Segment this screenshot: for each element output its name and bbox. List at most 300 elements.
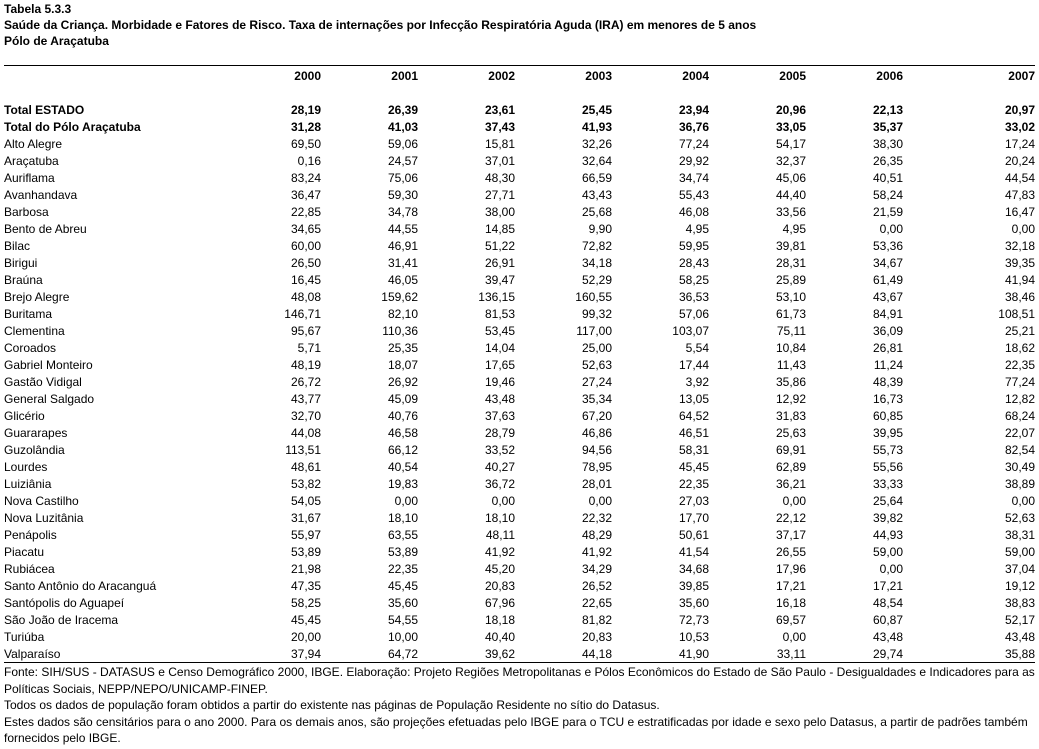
data-table <box>4 68 1035 663</box>
rate-cell: 48,11 <box>485 528 515 542</box>
rate-cell: 81,53 <box>484 307 515 321</box>
rate-cell: 9,90 <box>588 222 612 236</box>
table-row <box>4 238 1035 255</box>
rate-cell: 18,62 <box>1004 341 1035 355</box>
rate-cell: 72,82 <box>581 239 612 253</box>
rate-cell: 41,92 <box>484 545 515 559</box>
rate-cell: 44,93 <box>872 528 903 542</box>
rate-cell: 20,96 <box>775 103 806 117</box>
rate-cell: 48,30 <box>484 171 515 185</box>
rate-cell: 59,00 <box>1004 545 1035 559</box>
rate-cell: 37,17 <box>775 528 806 542</box>
rate-cell: 26,39 <box>387 103 418 117</box>
rate-cell: 37,94 <box>290 647 321 661</box>
row-label: Valparaíso <box>4 647 61 661</box>
population-note: Todos os dados de população foram obtidos a partir do existente nas páginas de População Residente no sítio do Datasus. <box>4 698 660 712</box>
rate-cell: 36,72 <box>484 477 515 491</box>
rate-cell: 33,33 <box>872 477 903 491</box>
rate-cell: 37,63 <box>484 409 515 423</box>
row-label: São João de Iracema <box>4 613 119 627</box>
rate-cell: 39,85 <box>678 579 709 593</box>
rate-cell: 19,12 <box>1004 579 1035 593</box>
table-body <box>4 85 1035 663</box>
rate-cell: 16,45 <box>290 273 321 287</box>
rate-cell: 77,24 <box>1004 375 1035 389</box>
rate-cell: 35,34 <box>581 392 612 406</box>
rate-cell: 0,00 <box>782 630 806 644</box>
rate-cell: 160,55 <box>575 290 612 304</box>
row-label: Barbosa <box>4 205 49 219</box>
rate-cell: 75,06 <box>387 171 418 185</box>
rate-cell: 48,29 <box>581 528 612 542</box>
rate-cell: 48,61 <box>290 460 321 474</box>
rate-cell: 53,10 <box>775 290 806 304</box>
row-label: Total ESTADO <box>4 103 85 117</box>
rate-cell: 52,63 <box>1004 511 1035 525</box>
name-column-header <box>4 68 254 85</box>
rate-cell: 10,84 <box>775 341 806 355</box>
rate-cell: 22,65 <box>581 596 612 610</box>
table-row <box>4 374 1035 391</box>
rate-cell: 20,24 <box>1004 154 1035 168</box>
rate-cell: 27,03 <box>678 494 709 508</box>
rate-cell: 26,52 <box>581 579 612 593</box>
rate-cell: 0,00 <box>1011 222 1035 236</box>
row-label: Rubiácea <box>4 562 55 576</box>
rate-cell: 64,52 <box>678 409 709 423</box>
rate-cell: 44,08 <box>290 426 321 440</box>
rate-cell: 20,97 <box>1004 103 1035 117</box>
rate-cell: 0,00 <box>782 494 806 508</box>
rate-cell: 29,74 <box>872 647 903 661</box>
rate-cell: 41,93 <box>581 120 612 134</box>
rate-cell: 40,27 <box>484 460 515 474</box>
table-row <box>4 323 1035 340</box>
rate-cell: 66,59 <box>581 171 612 185</box>
rate-cell: 33,52 <box>484 443 515 457</box>
row-label: Turiúba <box>4 630 45 644</box>
row-label: Santo Antônio do Aracanguá <box>4 579 157 593</box>
table-row <box>4 408 1035 425</box>
table-row <box>4 476 1035 493</box>
bottom-rule <box>4 662 1035 663</box>
rate-cell: 19,83 <box>387 477 418 491</box>
rate-cell: 58,24 <box>872 188 903 202</box>
rate-cell: 43,48 <box>484 392 515 406</box>
rate-cell: 48,39 <box>872 375 903 389</box>
rate-cell: 27,24 <box>581 375 612 389</box>
rate-cell: 12,92 <box>775 392 806 406</box>
rate-cell: 45,20 <box>484 562 515 576</box>
rate-cell: 34,18 <box>581 256 612 270</box>
rate-cell: 17,21 <box>775 579 806 593</box>
rate-cell: 26,72 <box>290 375 321 389</box>
table-row <box>4 340 1035 357</box>
rate-cell: 21,98 <box>290 562 321 576</box>
total-row <box>4 102 1035 119</box>
projection-note: Estes dados são censitários para o ano 2000. Para os demais anos, são projeções efetuadas pelo IBGE para o TCU e estratificadas por idade e sexo pelo Datasus, a partir de padrões também fornecidos pelo IBGE. <box>4 714 1028 745</box>
rate-cell: 0,00 <box>394 494 418 508</box>
rate-cell: 60,87 <box>872 613 903 627</box>
table-row <box>4 187 1035 204</box>
rate-cell: 34,74 <box>678 171 709 185</box>
rate-cell: 28,31 <box>775 256 806 270</box>
rate-cell: 33,05 <box>775 120 806 134</box>
rate-cell: 108,51 <box>998 307 1035 321</box>
row-label: Gabriel Monteiro <box>4 358 93 372</box>
rate-cell: 61,73 <box>775 307 806 321</box>
header-row <box>4 68 1035 85</box>
rate-cell: 11,43 <box>776 358 806 372</box>
rate-cell: 35,86 <box>775 375 806 389</box>
rate-cell: 25,63 <box>775 426 806 440</box>
table-row <box>4 289 1035 306</box>
spacer-row <box>4 85 1035 102</box>
rate-cell: 36,21 <box>775 477 806 491</box>
rate-cell: 60,85 <box>872 409 903 423</box>
rate-cell: 53,89 <box>387 545 418 559</box>
row-label: Santópolis do Aguapeí <box>4 596 125 610</box>
rate-cell: 22,35 <box>678 477 709 491</box>
rate-cell: 44,54 <box>1004 171 1035 185</box>
rate-cell: 47,35 <box>290 579 321 593</box>
rate-cell: 69,57 <box>775 613 806 627</box>
rate-cell: 46,86 <box>581 426 612 440</box>
rate-cell: 54,05 <box>290 494 321 508</box>
rate-cell: 25,68 <box>581 205 612 219</box>
rate-cell: 0,00 <box>879 222 903 236</box>
rate-cell: 32,37 <box>775 154 806 168</box>
rate-cell: 63,55 <box>387 528 418 542</box>
rate-cell: 55,43 <box>678 188 709 202</box>
rate-cell: 18,10 <box>387 511 418 525</box>
rate-cell: 46,58 <box>387 426 418 440</box>
rate-cell: 14,85 <box>484 222 515 236</box>
rate-cell: 53,36 <box>872 239 903 253</box>
rate-cell: 58,25 <box>678 273 709 287</box>
rate-cell: 41,94 <box>1004 273 1035 287</box>
rate-cell: 38,30 <box>872 137 903 151</box>
rate-cell: 82,54 <box>1004 443 1035 457</box>
rate-cell: 18,18 <box>484 613 515 627</box>
rate-cell: 43,48 <box>1004 630 1035 644</box>
rate-cell: 67,20 <box>581 409 612 423</box>
rate-cell: 43,77 <box>290 392 321 406</box>
rate-cell: 18,10 <box>484 511 515 525</box>
rate-cell: 35,60 <box>678 596 709 610</box>
rate-cell: 52,29 <box>581 273 612 287</box>
rate-cell: 58,31 <box>678 443 709 457</box>
table-row <box>4 255 1035 272</box>
rate-cell: 36,53 <box>678 290 709 304</box>
rate-cell: 53,45 <box>484 324 515 338</box>
rate-cell: 95,67 <box>290 324 321 338</box>
table-row <box>4 561 1035 578</box>
rate-cell: 46,91 <box>387 239 418 253</box>
rate-cell: 36,09 <box>872 324 903 338</box>
rate-cell: 13,05 <box>678 392 709 406</box>
rate-cell: 23,61 <box>484 103 515 117</box>
rate-cell: 136,15 <box>478 290 515 304</box>
row-label: Alto Alegre <box>4 137 63 151</box>
rate-cell: 26,81 <box>872 341 903 355</box>
rate-cell: 54,55 <box>387 613 418 627</box>
rate-cell: 25,64 <box>872 494 903 508</box>
rate-cell: 11,24 <box>873 358 903 372</box>
rate-cell: 61,49 <box>872 273 903 287</box>
rate-cell: 45,06 <box>775 171 806 185</box>
rate-cell: 0,00 <box>879 562 903 576</box>
table-row <box>4 170 1035 187</box>
table-title: Saúde da Criança. Morbidade e Fatores de Risco. Taxa de internações por Infecção Respiratória Aguda (IRA) em menores de 5 anos <box>4 18 757 32</box>
rate-cell: 25,35 <box>387 341 418 355</box>
table-row <box>4 306 1035 323</box>
rate-cell: 22,12 <box>775 511 806 525</box>
rate-cell: 26,55 <box>775 545 806 559</box>
table-row <box>4 527 1035 544</box>
table-row <box>4 425 1035 442</box>
rate-cell: 17,44 <box>678 358 709 372</box>
rate-cell: 33,11 <box>776 647 806 661</box>
rate-cell: 54,17 <box>775 137 806 151</box>
rate-cell: 33,02 <box>1004 120 1035 134</box>
rate-cell: 99,32 <box>581 307 612 321</box>
rate-cell: 41,92 <box>581 545 612 559</box>
row-label: Avanhandava <box>4 188 78 202</box>
rate-cell: 59,95 <box>678 239 709 253</box>
rate-cell: 33,56 <box>775 205 806 219</box>
rate-cell: 28,01 <box>581 477 612 491</box>
rate-cell: 22,13 <box>872 103 903 117</box>
rate-cell: 81,82 <box>581 613 612 627</box>
rate-cell: 21,59 <box>872 205 903 219</box>
rate-cell: 45,09 <box>387 392 418 406</box>
rate-cell: 28,19 <box>290 103 321 117</box>
table-row <box>4 578 1035 595</box>
rate-cell: 20,83 <box>581 630 612 644</box>
rate-cell: 25,21 <box>1004 324 1035 338</box>
rate-cell: 28,79 <box>484 426 515 440</box>
rate-cell: 38,00 <box>484 205 515 219</box>
rate-cell: 39,62 <box>484 647 515 661</box>
rate-cell: 38,89 <box>1004 477 1035 491</box>
rate-cell: 15,81 <box>484 137 515 151</box>
rate-cell: 34,29 <box>581 562 612 576</box>
rate-cell: 43,43 <box>581 188 612 202</box>
rate-cell: 17,65 <box>484 358 515 372</box>
rate-cell: 30,49 <box>1004 460 1035 474</box>
rate-cell: 10,53 <box>678 630 709 644</box>
rate-cell: 59,06 <box>387 137 418 151</box>
rate-cell: 17,21 <box>872 579 903 593</box>
rate-cell: 26,91 <box>484 256 515 270</box>
rate-cell: 94,56 <box>581 443 612 457</box>
rate-cell: 40,54 <box>387 460 418 474</box>
rate-cell: 22,85 <box>290 205 321 219</box>
table-row <box>4 459 1035 476</box>
rate-cell: 43,48 <box>872 630 903 644</box>
rate-cell: 26,92 <box>387 375 418 389</box>
rate-cell: 38,46 <box>1004 290 1035 304</box>
rate-cell: 17,24 <box>1004 137 1035 151</box>
year-header: 2005 <box>779 69 806 83</box>
rate-cell: 67,96 <box>484 596 515 610</box>
rate-cell: 52,63 <box>581 358 612 372</box>
row-label: Birigui <box>4 256 38 270</box>
table-number: Tabela 5.3.3 <box>4 2 72 16</box>
table-row <box>4 646 1035 663</box>
year-header: 2000 <box>294 69 321 83</box>
rate-cell: 48,19 <box>290 358 321 372</box>
year-header: 2001 <box>391 69 418 83</box>
rate-cell: 26,50 <box>290 256 321 270</box>
row-label: General Salgado <box>4 392 95 406</box>
table-row <box>4 510 1035 527</box>
rate-cell: 82,10 <box>387 307 418 321</box>
year-header: 2002 <box>488 69 515 83</box>
rate-cell: 46,05 <box>387 273 418 287</box>
rate-cell: 117,00 <box>576 324 612 338</box>
rate-cell: 36,76 <box>678 120 709 134</box>
rate-cell: 113,51 <box>285 443 321 457</box>
rate-cell: 48,08 <box>290 290 321 304</box>
row-label: Guzolândia <box>4 443 65 457</box>
rate-cell: 5,54 <box>685 341 709 355</box>
rate-cell: 39,95 <box>872 426 903 440</box>
rate-cell: 22,07 <box>1004 426 1035 440</box>
row-label: Lourdes <box>4 460 48 474</box>
rate-cell: 46,08 <box>678 205 709 219</box>
rate-cell: 40,51 <box>872 171 903 185</box>
row-label: Clementina <box>4 324 65 338</box>
rate-cell: 62,89 <box>775 460 806 474</box>
rate-cell: 53,89 <box>290 545 321 559</box>
rate-cell: 110,36 <box>382 324 418 338</box>
table-row <box>4 136 1035 153</box>
rate-cell: 53,82 <box>290 477 321 491</box>
rate-cell: 39,47 <box>484 273 515 287</box>
row-label: Guararapes <box>4 426 68 440</box>
rate-cell: 52,17 <box>1004 613 1035 627</box>
row-label: Nova Luzitânia <box>4 511 84 525</box>
rate-cell: 24,57 <box>387 154 418 168</box>
rate-cell: 31,83 <box>775 409 806 423</box>
rate-cell: 36,47 <box>290 188 321 202</box>
rate-cell: 31,41 <box>387 256 418 270</box>
rate-cell: 69,50 <box>290 137 321 151</box>
rate-cell: 4,95 <box>685 222 709 236</box>
row-label: Total do Pólo Araçatuba <box>4 120 141 134</box>
table-row <box>4 272 1035 289</box>
rate-cell: 32,64 <box>581 154 612 168</box>
rate-cell: 20,00 <box>290 630 321 644</box>
rate-cell: 18,07 <box>387 358 418 372</box>
table-row <box>4 493 1035 510</box>
rate-cell: 39,35 <box>1004 256 1035 270</box>
rate-cell: 34,65 <box>290 222 321 236</box>
rate-cell: 48,54 <box>872 596 903 610</box>
rate-cell: 39,82 <box>872 511 903 525</box>
source-note: Fonte: SIH/SUS - DATASUS e Censo Demográfico 2000, IBGE. Elaboração: Projeto Regiões Metropolitanas e Pólos Econômicos do Estado de São Paulo - Desigualdades e Indicadores para as Políticas Sociais, NEPP/NEPO/UNICAMP-FINEP. <box>4 665 1035 696</box>
rate-cell: 40,76 <box>387 409 418 423</box>
rate-cell: 31,67 <box>290 511 321 525</box>
rate-cell: 51,22 <box>484 239 515 253</box>
rate-cell: 45,45 <box>387 579 418 593</box>
rate-cell: 68,24 <box>1004 409 1035 423</box>
rate-cell: 45,45 <box>290 613 321 627</box>
rate-cell: 41,54 <box>678 545 709 559</box>
rate-cell: 34,78 <box>387 205 418 219</box>
year-header: 2004 <box>682 69 709 83</box>
rate-cell: 16,18 <box>775 596 806 610</box>
table-row <box>4 221 1035 238</box>
rate-cell: 37,43 <box>484 120 515 134</box>
rate-cell: 3,92 <box>685 375 709 389</box>
row-label: Auriflama <box>4 171 55 185</box>
rate-cell: 84,91 <box>872 307 903 321</box>
rate-cell: 146,71 <box>284 307 321 321</box>
year-header: 2007 <box>1008 69 1035 83</box>
rate-cell: 34,68 <box>678 562 709 576</box>
row-label: Coroados <box>4 341 57 355</box>
rate-cell: 14,04 <box>484 341 515 355</box>
rate-cell: 29,92 <box>678 154 709 168</box>
rate-cell: 31,28 <box>290 120 321 134</box>
rate-cell: 55,73 <box>872 443 903 457</box>
row-label: Buritama <box>4 307 53 321</box>
top-rule <box>4 65 1035 66</box>
rate-cell: 32,26 <box>581 137 612 151</box>
rate-cell: 40,40 <box>484 630 515 644</box>
table-row <box>4 357 1035 374</box>
rate-cell: 35,60 <box>387 596 418 610</box>
table-subtitle: Pólo de Araçatuba <box>4 34 109 48</box>
rate-cell: 41,03 <box>387 120 418 134</box>
rate-cell: 26,35 <box>872 154 903 168</box>
year-header: 2006 <box>876 69 903 83</box>
rate-cell: 77,24 <box>678 137 709 151</box>
total-row <box>4 119 1035 136</box>
rate-cell: 78,95 <box>581 460 612 474</box>
row-label: Luiziânia <box>4 477 52 491</box>
rate-cell: 103,07 <box>672 324 709 338</box>
rate-cell: 23,94 <box>678 103 709 117</box>
rate-cell: 17,70 <box>678 511 709 525</box>
rate-cell: 75,11 <box>776 324 806 338</box>
rate-cell: 57,06 <box>678 307 709 321</box>
rate-cell: 43,67 <box>872 290 903 304</box>
rate-cell: 37,01 <box>484 154 515 168</box>
rate-cell: 5,71 <box>297 341 321 355</box>
row-label: Nova Castilho <box>4 494 79 508</box>
rate-cell: 64,72 <box>387 647 418 661</box>
rate-cell: 59,00 <box>872 545 903 559</box>
row-label: Glicério <box>4 409 45 423</box>
rate-cell: 35,37 <box>872 120 903 134</box>
rate-cell: 16,47 <box>1004 205 1035 219</box>
rate-cell: 20,83 <box>484 579 515 593</box>
rate-cell: 10,00 <box>387 630 418 644</box>
rate-cell: 37,04 <box>1004 562 1035 576</box>
rate-cell: 32,70 <box>290 409 321 423</box>
row-label: Gastão Vidigal <box>4 375 82 389</box>
row-label: Penápolis <box>4 528 57 542</box>
rate-cell: 55,97 <box>290 528 321 542</box>
table-row <box>4 544 1035 561</box>
rate-cell: 19,46 <box>484 375 515 389</box>
rate-cell: 38,31 <box>1004 528 1035 542</box>
rate-cell: 0,00 <box>1011 494 1035 508</box>
